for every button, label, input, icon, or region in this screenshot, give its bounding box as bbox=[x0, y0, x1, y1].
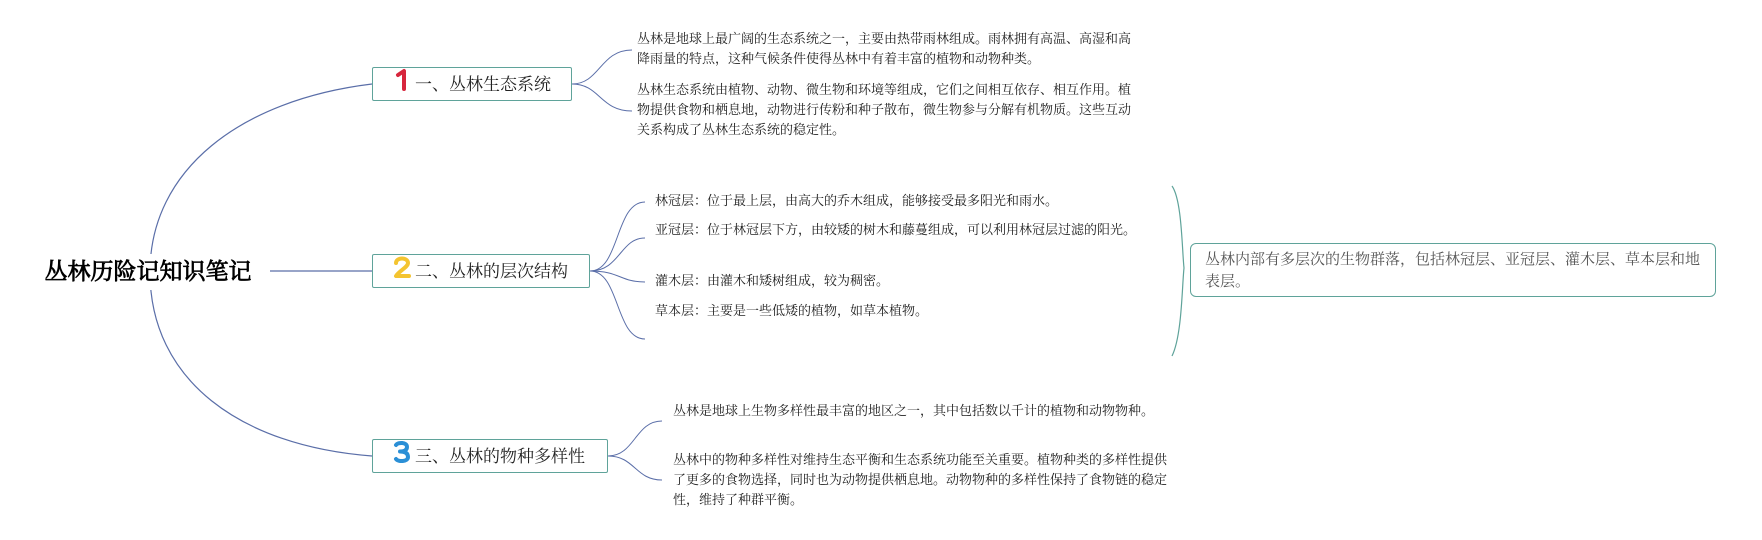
topic-3[interactable] bbox=[372, 439, 608, 473]
branch-topic-1-note-2 bbox=[572, 84, 632, 111]
branch-topic-3-note-2 bbox=[608, 456, 662, 480]
topic-2-note-1[interactable]: 林冠层：位于最上层，由高大的乔木组成，能够接受最多阳光和雨水。 bbox=[655, 194, 1059, 209]
topic-2-note-2[interactable]: 亚冠层：位于林冠层下方，由较矮的树木和藤蔓组成，可以利用林冠层过滤的阳光。 bbox=[655, 223, 1137, 238]
summary-brace bbox=[1172, 186, 1184, 356]
topic-3-note-1[interactable]: 丛林是地球上生物多样性最丰富的地区之一，其中包括数以千计的植物和动物物种。 bbox=[673, 404, 1155, 419]
number-2-icon bbox=[391, 255, 413, 291]
topic-3-note-2[interactable]: 丛林中的物种多样性对维持生态平衡和生态系统功能至关重要。植物种类的多样性提供了更多的食物选择，同时也为动物提供栖息地。动物物种的多样性保持了食物链的稳定性，维持了种群平衡。 bbox=[673, 453, 1168, 508]
topic-1-label: 一、丛林生态系统 bbox=[415, 75, 551, 95]
topic-3-label: 三、丛林的物种多样性 bbox=[415, 447, 585, 467]
branch-root-to-topic-3 bbox=[150, 272, 372, 456]
topic-2-note-3[interactable]: 灌木层：由灌木和矮树组成，较为稠密。 bbox=[655, 274, 890, 289]
branch-root-to-topic-1 bbox=[150, 84, 372, 272]
topic-1-note-2[interactable]: 丛林生态系统由植物、动物、微生物和环境等组成，它们之间相互依存、相互作用。植物提供食物和栖息地，动物进行传粉和种子散布，微生物参与分解有机物质。这些互动关系构成了丛林生态系统的稳定性。 bbox=[637, 83, 1132, 138]
branch-topic-1-note-1 bbox=[572, 50, 632, 84]
branch-topic-2-note-2 bbox=[590, 238, 645, 271]
number-1-icon bbox=[391, 68, 413, 104]
number-3-icon bbox=[391, 440, 413, 476]
topic-2-note-4[interactable]: 草本层：主要是一些低矮的植物，如草本植物。 bbox=[655, 304, 929, 319]
topic-1-note-1[interactable]: 丛林是地球上最广阔的生态系统之一，主要由热带雨林组成。雨林拥有高温、高湿和高降雨量的特点，这种气候条件使得丛林中有着丰富的植物和动物种类。 bbox=[637, 32, 1132, 67]
root-topic[interactable]: 丛林历险记知识笔记 bbox=[26, 254, 270, 290]
summary-box[interactable]: 丛林内部有多层次的生物群落，包括林冠层、亚冠层、灌木层、草本层和地表层。 bbox=[1190, 243, 1716, 297]
topic-1[interactable] bbox=[372, 67, 572, 101]
branch-topic-2-note-1 bbox=[590, 202, 645, 271]
topic-2-label: 二、丛林的层次结构 bbox=[415, 262, 568, 282]
branch-topic-3-note-1 bbox=[608, 421, 662, 456]
topic-2[interactable] bbox=[372, 254, 590, 288]
